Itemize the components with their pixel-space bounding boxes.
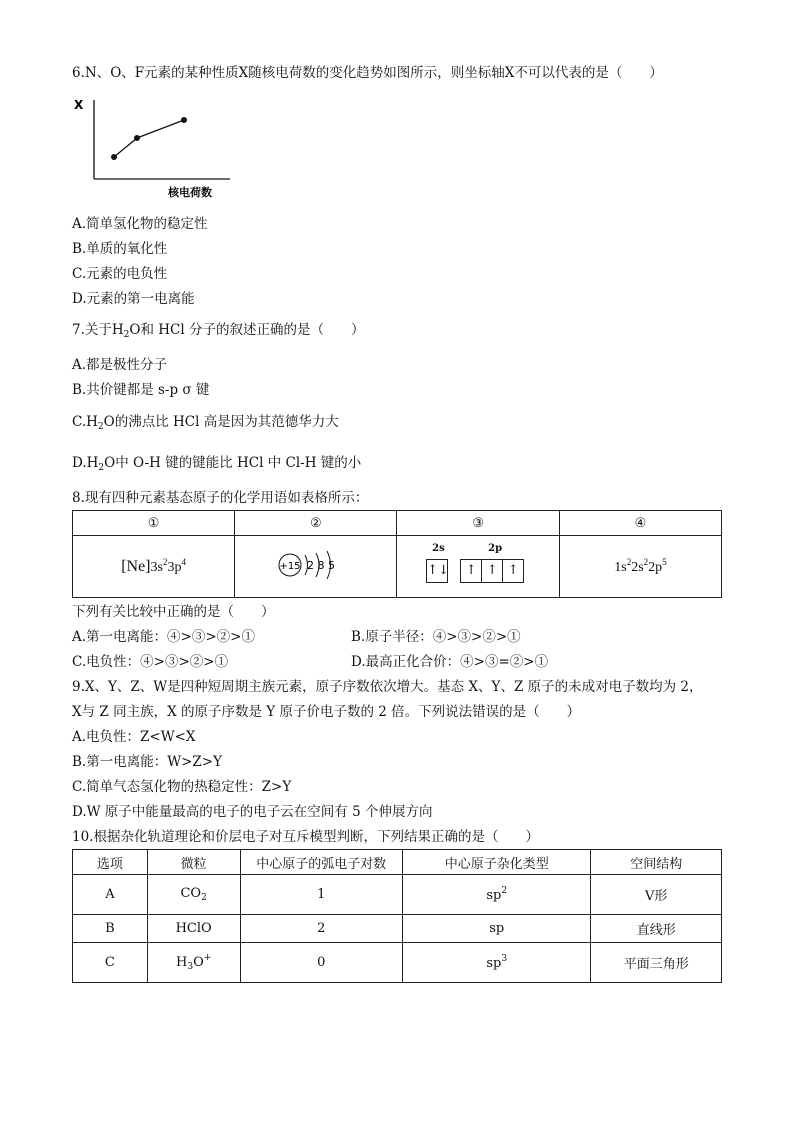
q8-cell-1-electron-config: $[Ne]3s^23p^4$: [73, 536, 235, 598]
q6-option-a: A.简单氢化物的稳定性: [72, 216, 208, 232]
q9-stem-line2: X与 Z 同主族，X 的原子序数是 Y 原子价电子数的 2 倍。下列说法错误的是（ ）: [72, 704, 581, 720]
q8-cell-2-atom-structure: [235, 536, 397, 598]
q8-option-d: D.最高正化合价：④>③=②>①: [351, 654, 549, 670]
svg-text:2 8 5: 2 8 5: [306, 558, 335, 572]
q7-option-a: A.都是极性分子: [72, 357, 168, 373]
q6-trend-graph: [72, 92, 232, 202]
svg-text:+15: +15: [279, 560, 301, 572]
q8-header-1: ①: [73, 511, 235, 536]
q10-header-lone-pairs: 中心原子的弧电子对数: [240, 850, 402, 875]
q8-header-2: ②: [235, 511, 397, 536]
q10-header-option: 选项: [73, 850, 148, 875]
q8-cell-4-electron-config: $1s^22s^22p^5$: [559, 536, 721, 598]
graph-point-n: [111, 154, 117, 160]
q10-header-particle: 微粒: [147, 850, 240, 875]
graph-point-o: [134, 135, 140, 141]
q10-hybridization-table: [72, 849, 722, 983]
q7-option-c: $C.H_2O$的沸点比 HCl 高是因为其范德华力大: [72, 414, 339, 432]
atom-structure-diagram: [276, 548, 356, 582]
q8-option-c: C.电负性：④>③>②>①: [72, 654, 229, 670]
q6-option-c: C.元素的电负性: [72, 266, 168, 282]
orbital-2p-1: ↑: [460, 559, 482, 583]
orbital-2p-2: ↑: [482, 559, 503, 583]
graph-y-label: X: [74, 98, 84, 112]
q10-row-b: B HClO 2 sp 直线形: [73, 915, 722, 943]
q8-question: 下列有关比较中正确的是（ ）: [72, 604, 275, 620]
q8-option-a: A.第一电离能：④>③>②>①: [72, 629, 255, 645]
q10-row-a: A $CO_2$ 1 $sp^2$ V形: [73, 875, 722, 915]
q9-option-a: A.电负性：Z<W<X: [72, 729, 196, 745]
graph-point-f: [181, 117, 187, 123]
q9-option-d: D.W 原子中能量最高的电子的电子云在空间有 5 个伸展方向: [72, 804, 433, 820]
q7-stem: 7.关于$H_2O$和 HCl 分子的叙述正确的是（ ）: [72, 322, 365, 340]
q7-option-d: $D.H_2O$中 O-H 键的键能比 HCl 中 Cl-H 键的小: [72, 455, 362, 473]
q9-stem-line1: 9.X、Y、Z、W是四种短周期主族元素，原子序数依次增大。基态 X、Y、Z 原子的未成对电子数均为 2，: [72, 679, 703, 695]
q9-option-b: B.第一电离能：W>Z>Y: [72, 754, 223, 770]
q10-row-c: C $H_3O^+$ 0 $sp^3$ 平面三角形: [73, 943, 722, 983]
q7-option-b: B.共价键都是 s-p σ 键: [72, 382, 210, 398]
q8-stem: 8.现有四种元素基态原子的化学用语如表格所示：: [72, 490, 369, 506]
q8-header-4: ④: [559, 511, 721, 536]
q10-header-hybridization: 中心原子杂化类型: [403, 850, 591, 875]
q6-option-d: D.元素的第一电离能: [72, 291, 195, 307]
q8-header-3: ③: [397, 511, 559, 536]
q10-header-geometry: 空间结构: [591, 850, 722, 875]
graph-trend-line: [114, 120, 184, 157]
q8-element-table: [72, 510, 722, 598]
q8-cell-3-orbital-diagram: [397, 536, 559, 598]
orbital-2p-3: ↑: [503, 559, 524, 583]
q8-option-b: B.原子半径：④>③>②>①: [351, 629, 521, 645]
graph-x-label: 核电荷数: [168, 186, 212, 199]
q10-stem: 10.根据杂化轨道理论和价层电子对互斥模型判断，下列结果正确的是（ ）: [72, 829, 539, 845]
q6-stem: 6.N、O、F元素的某种性质X随核电荷数的变化趋势如图所示，则坐标轴X不可以代表的是（ ）: [72, 65, 663, 81]
q9-option-c: C.简单气态氢化物的热稳定性：Z>Y: [72, 779, 292, 795]
orbital-diagram: 2s 2p ↑↓ ↑ ↑ ↑: [426, 543, 530, 587]
orbital-2s: ↑↓: [426, 559, 448, 583]
q6-option-b: B.单质的氧化性: [72, 241, 168, 257]
